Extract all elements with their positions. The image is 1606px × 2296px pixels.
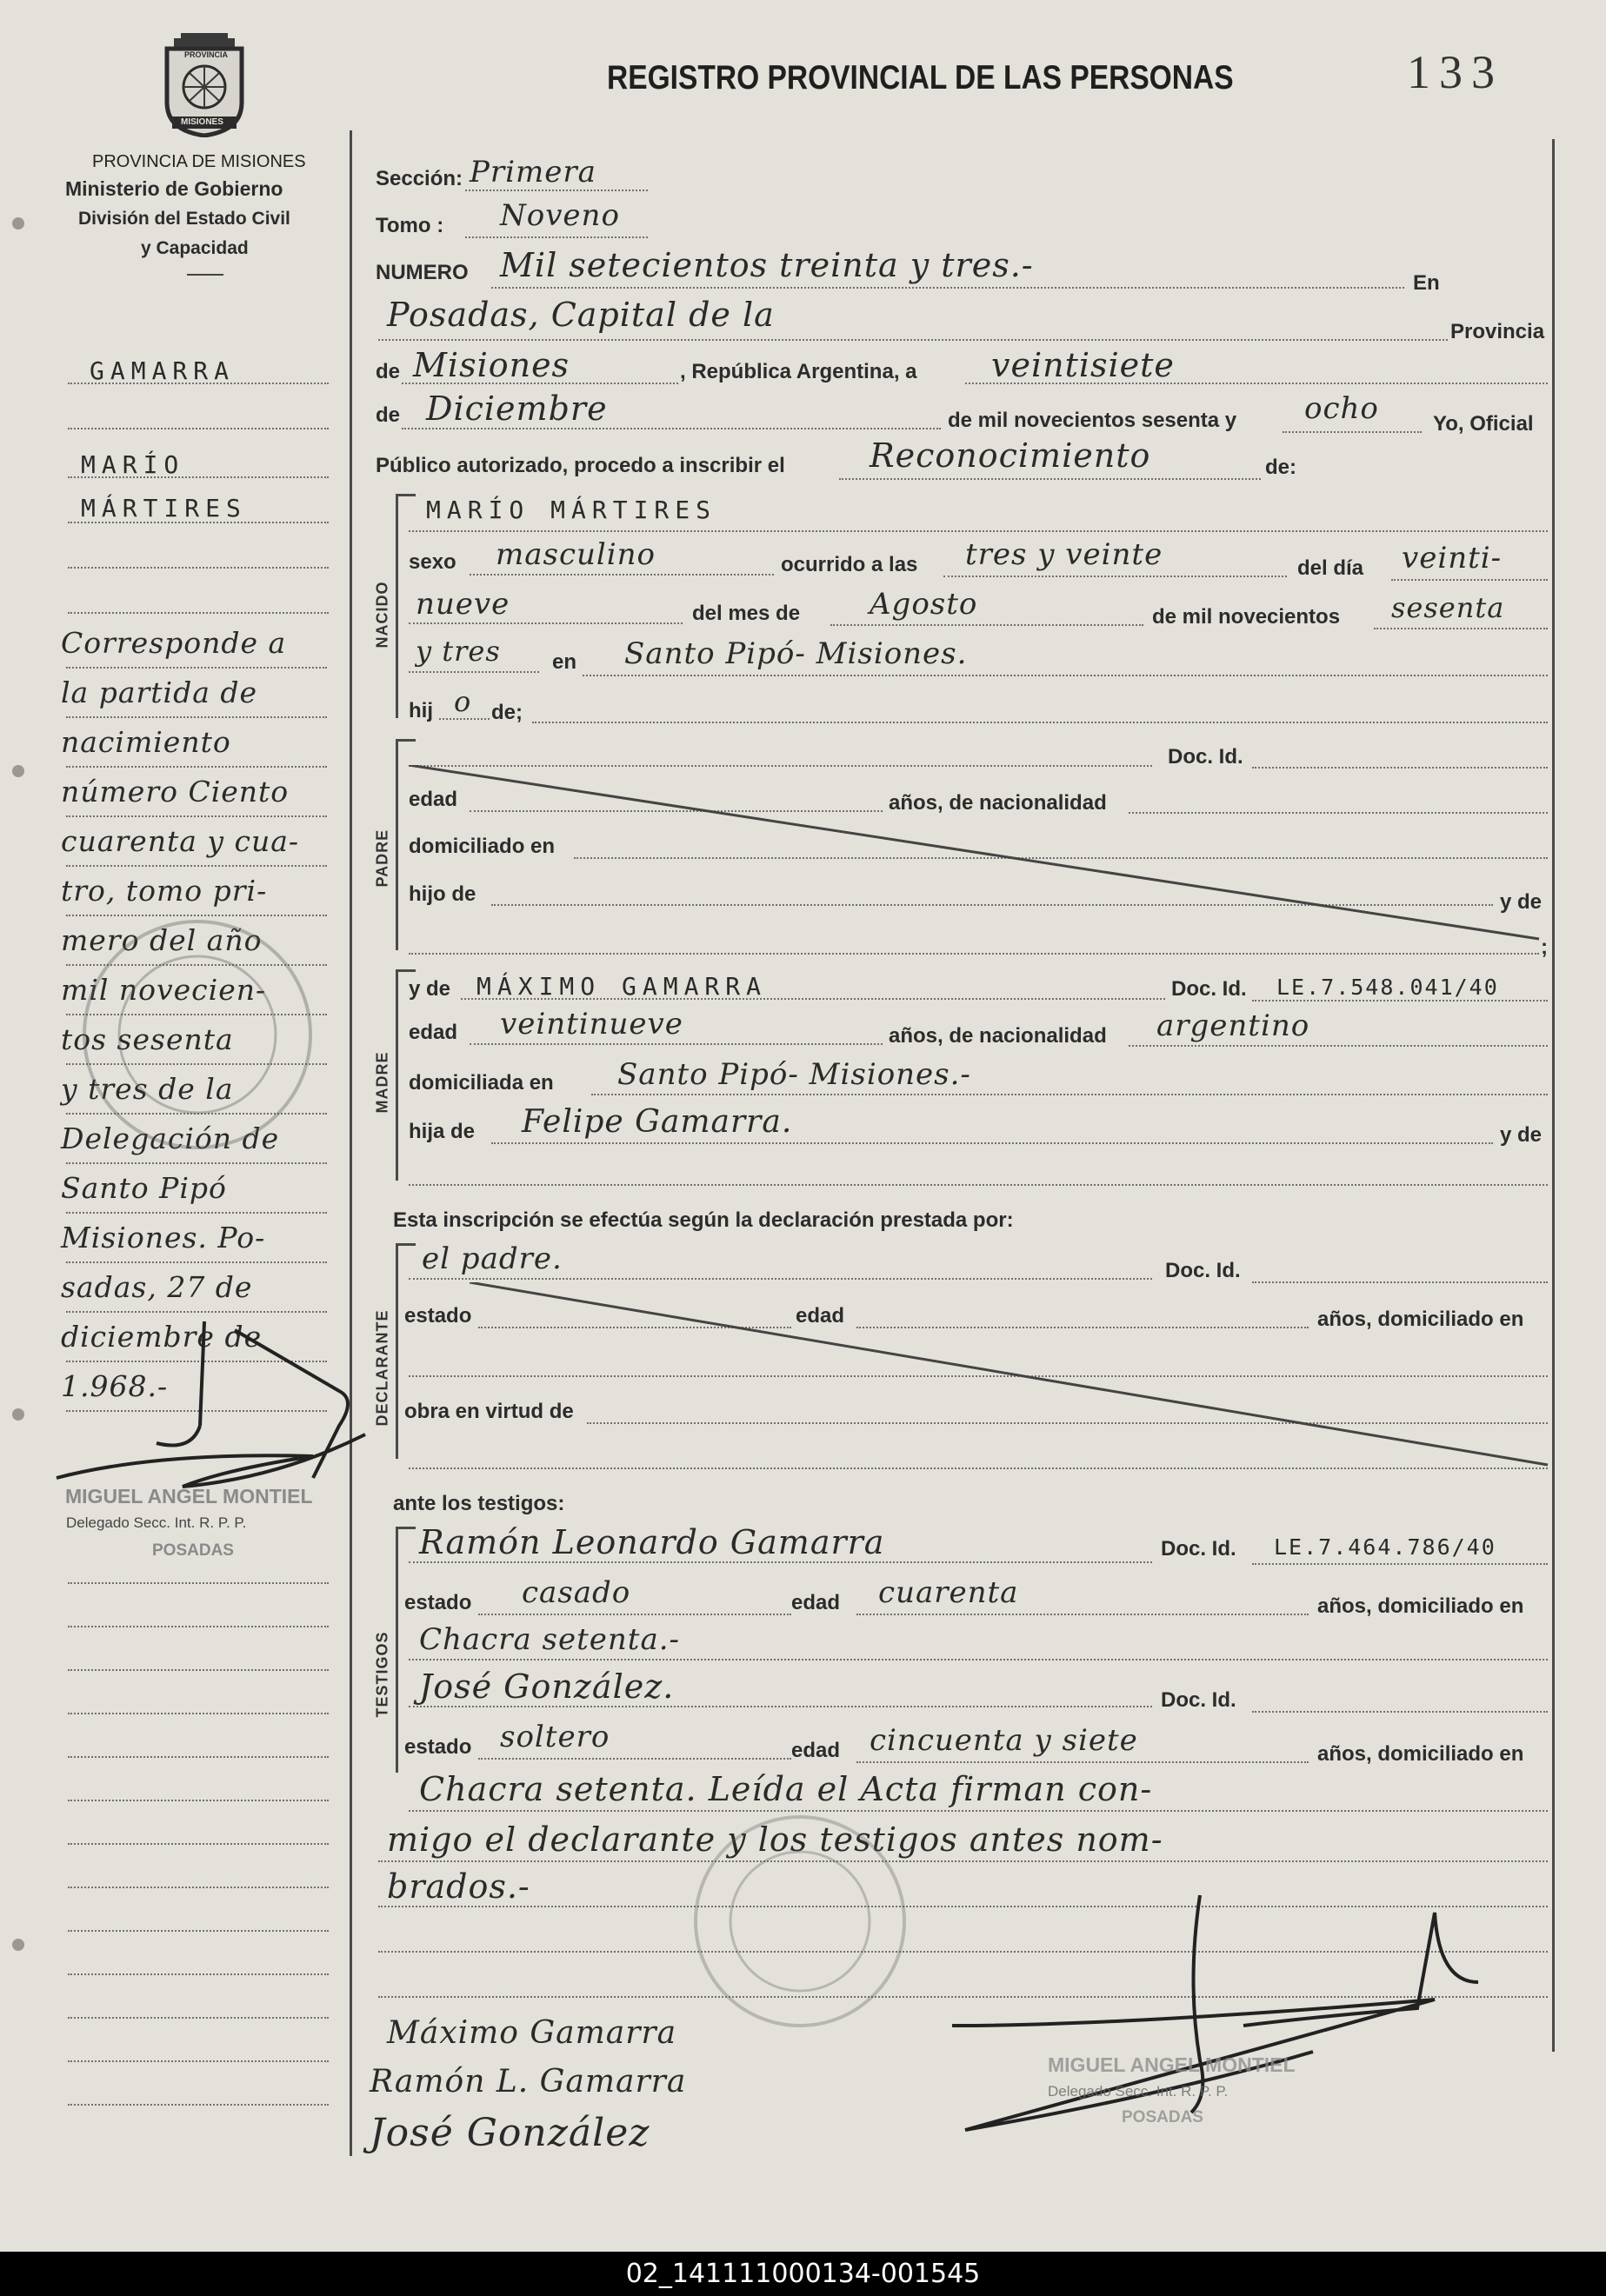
madre-domicilio-line bbox=[591, 1094, 1548, 1095]
madre-y-de-label-2: y de bbox=[1500, 1123, 1543, 1147]
margin-note-rule bbox=[66, 1261, 327, 1263]
signature-jose: José González bbox=[370, 2111, 650, 2155]
w1-edad-label: edad bbox=[791, 1591, 841, 1614]
w1-domicilio-value: Chacra setenta.- bbox=[419, 1622, 681, 1657]
mes-line bbox=[830, 624, 1143, 626]
declarante-edad-label: edad bbox=[796, 1304, 845, 1328]
w2-estado-line bbox=[478, 1758, 791, 1760]
madre-hija-line bbox=[491, 1142, 1493, 1144]
birth-place-line bbox=[583, 675, 1548, 676]
day-value: veintisiete bbox=[991, 346, 1175, 384]
margin-note-line: tro, tomo pri- bbox=[61, 874, 268, 908]
binding-hole bbox=[12, 1939, 24, 1951]
margin-line bbox=[68, 1626, 329, 1627]
republica-label: , República Argentina, a bbox=[680, 360, 917, 383]
margin-line bbox=[68, 1887, 329, 1888]
margin-given-name-1: MARÍO bbox=[81, 450, 185, 479]
hij-line bbox=[439, 718, 490, 720]
numero-line bbox=[491, 287, 1404, 289]
provincia-label: Provincia bbox=[1450, 320, 1545, 343]
seccion-label: Sección: bbox=[376, 167, 463, 190]
w2-name-value: José González. bbox=[419, 1667, 675, 1706]
margin-note-rule bbox=[66, 716, 327, 718]
madre-doc-label: Doc. Id. bbox=[1171, 977, 1247, 1001]
publico-label: Público autorizado, procedo a inscribir el bbox=[376, 454, 785, 477]
margin-note-line: sadas, 27 de bbox=[61, 1270, 253, 1304]
birth-year-line bbox=[1374, 628, 1548, 629]
signature-ramon: Ramón L. Gamarra bbox=[370, 2064, 687, 2100]
birth-en-label: en bbox=[552, 650, 577, 674]
day-value-b: nueve bbox=[416, 587, 510, 622]
margin-divider bbox=[350, 130, 352, 2156]
w1-name-line bbox=[409, 1561, 1152, 1563]
w2-edad-value: cincuenta y siete bbox=[870, 1723, 1138, 1758]
tomo-value: Noveno bbox=[500, 198, 620, 233]
day-b-line bbox=[409, 622, 683, 624]
official-round-stamp-icon bbox=[661, 1800, 939, 2043]
w1-edad-value: cuarenta bbox=[878, 1575, 1019, 1610]
margin-signature bbox=[52, 1304, 383, 1530]
w1-doc-value: LE.7.464.786/40 bbox=[1274, 1534, 1496, 1560]
closing-line-1: Chacra setenta. Leída el Acta firman con- bbox=[419, 1770, 1153, 1808]
madre-name-line bbox=[461, 998, 1165, 1000]
birth-year-b-line bbox=[409, 671, 539, 673]
province-line bbox=[402, 383, 678, 384]
w2-doc-label: Doc. Id. bbox=[1161, 1688, 1236, 1712]
margin-line bbox=[68, 567, 329, 569]
testigos-intro: ante los testigos: bbox=[393, 1492, 565, 1515]
testigos-section-label: TESTIGOS bbox=[373, 1631, 391, 1718]
page-number: 133 bbox=[1407, 46, 1503, 98]
seccion-value: Primera bbox=[470, 155, 596, 190]
dia-line bbox=[1391, 579, 1548, 581]
margin-surname: GAMARRA bbox=[90, 356, 236, 385]
w1-estado-label: estado bbox=[404, 1591, 472, 1614]
binding-hole bbox=[12, 765, 24, 777]
madre-edad-value: veintinueve bbox=[500, 1007, 683, 1042]
margin-line bbox=[68, 1713, 329, 1714]
margin-note-line: cuarenta y cua- bbox=[61, 824, 300, 858]
margin-line bbox=[68, 1843, 329, 1845]
official-stamp-city: POSADAS bbox=[1122, 2108, 1203, 2126]
sexo-line bbox=[470, 574, 774, 576]
padre-semicolon: ; bbox=[1541, 935, 1548, 959]
margin-line bbox=[68, 522, 329, 523]
madre-hija-label: hija de bbox=[409, 1120, 476, 1143]
margin-note-line: Delegación de bbox=[61, 1121, 280, 1155]
en-label: En bbox=[1413, 271, 1440, 295]
w1-doc-line bbox=[1252, 1563, 1548, 1565]
declarante-domicilio-label: años, domiciliado en bbox=[1317, 1308, 1524, 1331]
madre-section-label: MADRE bbox=[373, 1051, 391, 1114]
year-label: de mil novecientos sesenta y bbox=[948, 409, 1237, 432]
document-title: REGISTRO PROVINCIAL DE LAS PERSONAS bbox=[607, 59, 1234, 96]
w1-domicilio-line bbox=[409, 1659, 1548, 1660]
sexo-label: sexo bbox=[409, 550, 456, 574]
margin-note-rule bbox=[66, 815, 327, 817]
margin-line bbox=[68, 2060, 329, 2062]
birth-year-value-a: sesenta bbox=[1391, 591, 1505, 624]
month-line bbox=[402, 428, 941, 429]
declarante-doc-label: Doc. Id. bbox=[1165, 1259, 1241, 1282]
madre-y-de-label: y de bbox=[409, 977, 451, 1001]
mes-label: del mes de bbox=[692, 602, 801, 625]
madre-nacionalidad-label: años, de nacionalidad bbox=[889, 1024, 1107, 1048]
w2-domicilio-label: años, domiciliado en bbox=[1317, 1742, 1524, 1766]
w1-estado-line bbox=[478, 1614, 791, 1615]
closing-line-3: brados.- bbox=[387, 1867, 530, 1906]
w2-doc-line bbox=[1252, 1711, 1548, 1713]
hij-value: o bbox=[454, 685, 472, 718]
closing-line-2: migo el declarante y los testigos antes nom- bbox=[387, 1820, 1163, 1859]
birth-year-label: de mil novecientos bbox=[1152, 605, 1341, 629]
tomo-label: Tomo : bbox=[376, 214, 444, 237]
image-caption: 02_141111000134-001545 bbox=[0, 2252, 1606, 2296]
padre-nacionalidad-label: años, de nacionalidad bbox=[889, 791, 1107, 815]
madre-domicilio-value: Santo Pipó- Misiones.- bbox=[617, 1057, 971, 1092]
madre-edad-label: edad bbox=[409, 1021, 458, 1044]
padre-edad-label: edad bbox=[409, 788, 458, 811]
declarante-cancel-stroke bbox=[470, 1282, 1565, 1482]
binding-hole bbox=[12, 217, 24, 230]
madre-nacionalidad-value: argentino bbox=[1156, 1008, 1310, 1043]
margin-line bbox=[68, 2017, 329, 2019]
madre-nacionalidad-line bbox=[1129, 1045, 1548, 1047]
closing-line-2-rule bbox=[378, 1860, 1548, 1862]
office-capacity: y Capacidad bbox=[141, 238, 249, 258]
hij-label: hij bbox=[409, 699, 433, 722]
margin-note-line: nacimiento bbox=[61, 725, 231, 759]
month-value: Diciembre bbox=[426, 389, 608, 428]
w1-doc-label: Doc. Id. bbox=[1161, 1537, 1236, 1561]
hij-de-label: de; bbox=[491, 701, 523, 724]
margin-line bbox=[68, 428, 329, 429]
seal-text-bottom: MISIONES bbox=[181, 117, 223, 127]
act-value: Reconocimiento bbox=[870, 436, 1151, 475]
office-ministry: Ministerio de Gobierno bbox=[65, 177, 283, 200]
padre-y-de-label: y de bbox=[1500, 890, 1543, 914]
margin-line bbox=[68, 2104, 329, 2106]
margin-line bbox=[68, 1800, 329, 1801]
day-value-a: veinti- bbox=[1402, 541, 1503, 576]
day-line bbox=[965, 383, 1548, 384]
seccion-line bbox=[465, 190, 648, 191]
declarante-name-line bbox=[409, 1278, 1152, 1280]
margin-line bbox=[68, 1973, 329, 1975]
margin-line bbox=[68, 1669, 329, 1671]
margin-line bbox=[68, 612, 329, 614]
de-label-2: de bbox=[376, 403, 401, 427]
birth-year-value-b: y tres bbox=[416, 635, 501, 668]
sexo-value: masculino bbox=[496, 537, 656, 572]
place-value: Posadas, Capital de la bbox=[387, 296, 775, 334]
margin-given-name-2: MÁRTIRES bbox=[81, 494, 247, 522]
margin-stamp-icon bbox=[63, 904, 332, 1165]
margin-line bbox=[68, 1930, 329, 1932]
declarante-section-label: DECLARANTE bbox=[373, 1309, 391, 1427]
margin-note-line: Corresponde a bbox=[61, 626, 287, 660]
seal-text-top: PROVINCIA bbox=[184, 50, 229, 59]
w2-edad-label: edad bbox=[791, 1739, 841, 1762]
w1-estado-value: casado bbox=[522, 1575, 631, 1610]
madre-hija-value: Felipe Gamarra. bbox=[522, 1104, 793, 1140]
margin-note-line: Santo Pipó bbox=[61, 1171, 227, 1205]
madre-last-line bbox=[409, 1184, 1548, 1186]
madre-doc-line bbox=[1252, 1000, 1548, 1002]
declarante-obra-label: obra en virtud de bbox=[404, 1400, 574, 1423]
margin-line bbox=[68, 1756, 329, 1758]
nacido-name-value: MARÍO MÁRTIRES bbox=[426, 496, 717, 524]
yo-label: Yo, Oficial bbox=[1433, 412, 1534, 436]
declarante-intro: Esta inscripción se efectúa según la declaración prestada por: bbox=[393, 1208, 1014, 1232]
hour-value: tres y veinte bbox=[965, 537, 1163, 572]
margin-note-rule bbox=[66, 667, 327, 669]
act-line bbox=[839, 478, 1261, 480]
margin-note-rule bbox=[66, 865, 327, 867]
margin-note-line: número Ciento bbox=[61, 775, 290, 809]
birth-place-value: Santo Pipó- Misiones. bbox=[624, 636, 968, 671]
margin-note-line: y tres de la bbox=[61, 1072, 234, 1106]
dia-label: del día bbox=[1297, 556, 1364, 580]
year-line bbox=[1283, 431, 1422, 433]
w2-name-line bbox=[409, 1706, 1152, 1707]
closing-line-1-rule bbox=[409, 1810, 1548, 1812]
office-underline bbox=[187, 274, 223, 276]
padre-domicilio-label: domiciliado en bbox=[409, 835, 556, 858]
w1-name-value: Ramón Leonardo Gamarra bbox=[419, 1523, 885, 1561]
margin-stamp-city: POSADAS bbox=[152, 1541, 234, 1560]
tomo-line bbox=[465, 236, 648, 238]
month-birth-value: Agosto bbox=[870, 587, 978, 622]
nacido-name-line bbox=[409, 530, 1548, 532]
margin-note-line: tos sesenta bbox=[61, 1022, 234, 1056]
padre-cancel-stroke bbox=[409, 765, 1556, 956]
w1-edad-line bbox=[856, 1614, 1309, 1615]
numero-label: NUMERO bbox=[376, 261, 469, 284]
margin-note-rule bbox=[66, 766, 327, 768]
declarante-bracket bbox=[396, 1243, 416, 1459]
margin-stamp-role: Delegado Secc. Int. R. P. P. bbox=[66, 1514, 247, 1531]
madre-doc-value: LE.7.548.041/40 bbox=[1276, 975, 1499, 1000]
margin-stamp-name: MIGUEL ANGEL MONTIEL bbox=[65, 1485, 313, 1507]
year-value: ocho bbox=[1304, 391, 1379, 426]
binding-hole bbox=[12, 1408, 24, 1421]
hij-rest-line bbox=[532, 722, 1548, 723]
de-label-1: de bbox=[376, 360, 401, 383]
w2-estado-value: soltero bbox=[500, 1720, 610, 1754]
padre-hijo-label: hijo de bbox=[409, 882, 476, 906]
province-value: Misiones bbox=[413, 346, 570, 384]
w2-estado-label: estado bbox=[404, 1735, 472, 1759]
declarante-estado-label: estado bbox=[404, 1304, 472, 1328]
margin-note-rule bbox=[66, 1212, 327, 1214]
signature-maximo: Máximo Gamarra bbox=[387, 2015, 677, 2051]
margin-line bbox=[68, 1582, 329, 1584]
padre-doc-label: Doc. Id. bbox=[1168, 745, 1243, 769]
official-stamp-name: MIGUEL ANGEL MONTIEL bbox=[1048, 2053, 1296, 2076]
official-stamp-role: Delegado Secc. Int. R. P. P. bbox=[1048, 2083, 1229, 2100]
place-line bbox=[378, 339, 1448, 341]
margin-line bbox=[68, 383, 329, 384]
right-border bbox=[1552, 139, 1555, 2052]
margin-note-line: diciembre de bbox=[61, 1320, 263, 1354]
margin-line bbox=[68, 476, 329, 478]
margin-note-line: Misiones. Po- bbox=[61, 1221, 266, 1254]
margin-note-line: mil novecien- bbox=[61, 973, 267, 1007]
madre-name-value: MÁXIMO GAMARRA bbox=[476, 972, 768, 1001]
hour-line bbox=[943, 576, 1287, 577]
margin-note-line: mero del año bbox=[61, 923, 263, 957]
madre-edad-line bbox=[470, 1043, 883, 1045]
w2-edad-line bbox=[856, 1761, 1309, 1763]
office-province: PROVINCIA DE MISIONES bbox=[92, 152, 306, 171]
margin-note-line: la partida de bbox=[61, 675, 258, 709]
numero-value: Mil setecientos treinta y tres.- bbox=[500, 246, 1034, 284]
nacido-bracket bbox=[396, 494, 416, 718]
padre-section-label: PADRE bbox=[373, 829, 391, 888]
office-division: División del Estado Civil bbox=[78, 209, 290, 229]
ocurrido-label: ocurrido a las bbox=[781, 553, 918, 576]
nacido-section-label: NACIDO bbox=[373, 581, 391, 649]
madre-domicilio-label: domiciliada en bbox=[409, 1071, 554, 1095]
margin-note-line: 1.968.- bbox=[61, 1369, 169, 1403]
w1-domicilio-label: años, domiciliado en bbox=[1317, 1594, 1524, 1618]
de-colon-label: de: bbox=[1265, 456, 1296, 479]
declarante-name-value: el padre. bbox=[422, 1241, 563, 1276]
